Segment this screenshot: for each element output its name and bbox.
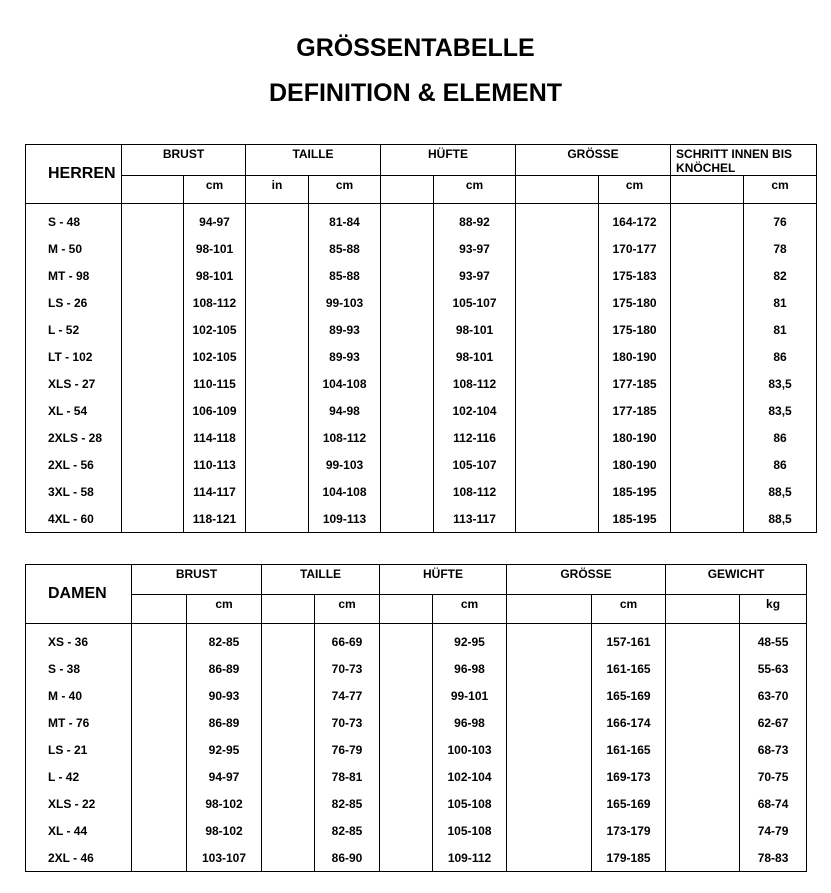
- empty-cell: [516, 397, 599, 424]
- empty-cell: [507, 790, 592, 817]
- herren-unit-cell: cm: [184, 176, 246, 204]
- empty-cell: [381, 424, 434, 451]
- schritt-value: 81: [744, 289, 817, 316]
- schritt-value: 86: [744, 424, 817, 451]
- taille-value: 104-108: [309, 370, 381, 397]
- schritt-value: 88,5: [744, 478, 817, 505]
- gewicht-value: 68-74: [740, 790, 807, 817]
- size-label: S - 48: [26, 208, 122, 235]
- brust-value: 94-97: [187, 763, 262, 790]
- empty-cell: [122, 478, 184, 505]
- huefte-value: 93-97: [434, 235, 516, 262]
- empty-cell: [666, 763, 740, 790]
- empty-cell: [122, 343, 184, 370]
- damen-unit-cell: cm: [315, 595, 380, 624]
- empty-cell: [671, 289, 744, 316]
- gewicht-value: 70-75: [740, 763, 807, 790]
- damen-col-taille: TAILLE: [262, 565, 380, 595]
- groesse-value: 169-173: [592, 763, 666, 790]
- empty-cell: [671, 397, 744, 424]
- empty-cell: [381, 316, 434, 343]
- size-label: XS - 36: [26, 628, 132, 655]
- brust-value: 94-97: [184, 208, 246, 235]
- empty-cell: [122, 262, 184, 289]
- empty-cell: [132, 736, 187, 763]
- table-row: [26, 262, 817, 289]
- schritt-value: 83,5: [744, 397, 817, 424]
- table-row: [26, 208, 817, 235]
- schritt-value: 86: [744, 451, 817, 478]
- empty-cell: [666, 736, 740, 763]
- empty-cell: [380, 763, 433, 790]
- taille-value: 74-77: [315, 682, 380, 709]
- herren-size-table: [25, 144, 817, 533]
- empty-cell: [666, 682, 740, 709]
- taille-value: 70-73: [315, 709, 380, 736]
- size-label: XLS - 27: [26, 370, 122, 397]
- table-row: [26, 628, 807, 655]
- empty-cell: [122, 397, 184, 424]
- taille-value: 86-90: [315, 844, 380, 872]
- empty-cell: [666, 709, 740, 736]
- empty-cell: [516, 235, 599, 262]
- taille-value: 99-103: [309, 451, 381, 478]
- size-label: 2XL - 56: [26, 451, 122, 478]
- damen-unit-cell: cm: [592, 595, 666, 624]
- empty-cell: [516, 262, 599, 289]
- groesse-value: 161-165: [592, 655, 666, 682]
- empty-cell: [262, 736, 315, 763]
- groesse-value: 173-179: [592, 817, 666, 844]
- size-label: XLS - 22: [26, 790, 132, 817]
- damen-size-table: [25, 564, 807, 872]
- size-label: LT - 102: [26, 343, 122, 370]
- empty-cell: [246, 424, 309, 451]
- empty-cell: [132, 709, 187, 736]
- size-label: M - 40: [26, 682, 132, 709]
- schritt-value: 76: [744, 208, 817, 235]
- huefte-value: 105-107: [434, 451, 516, 478]
- empty-cell: [122, 505, 184, 533]
- herren-unit-cell: cm: [599, 176, 671, 204]
- table-row: [26, 451, 817, 478]
- empty-cell: [381, 208, 434, 235]
- size-label: XL - 44: [26, 817, 132, 844]
- empty-cell: [380, 709, 433, 736]
- groesse-value: 175-180: [599, 289, 671, 316]
- empty-cell: [666, 844, 740, 872]
- damen-unit-cell: kg: [740, 595, 807, 624]
- size-label: 2XL - 46: [26, 844, 132, 872]
- groesse-value: 165-169: [592, 790, 666, 817]
- huefte-value: 100-103: [433, 736, 507, 763]
- damen-unit-cell: [507, 595, 592, 624]
- huefte-value: 102-104: [433, 763, 507, 790]
- empty-cell: [246, 289, 309, 316]
- empty-cell: [246, 478, 309, 505]
- empty-cell: [671, 451, 744, 478]
- taille-value: 70-73: [315, 655, 380, 682]
- damen-col-groesse: GRÖSSE: [507, 565, 666, 595]
- taille-value: 82-85: [315, 790, 380, 817]
- brust-value: 86-89: [187, 709, 262, 736]
- table-row: [26, 478, 817, 505]
- groesse-value: 177-185: [599, 370, 671, 397]
- table-row: [26, 235, 817, 262]
- size-label: S - 38: [26, 655, 132, 682]
- herren-unit-cell: cm: [434, 176, 516, 204]
- huefte-value: 88-92: [434, 208, 516, 235]
- groesse-value: 180-190: [599, 451, 671, 478]
- brust-value: 82-85: [187, 628, 262, 655]
- table-row: [26, 316, 817, 343]
- groesse-value: 157-161: [592, 628, 666, 655]
- size-label: L - 52: [26, 316, 122, 343]
- table-row: [26, 343, 817, 370]
- empty-cell: [381, 397, 434, 424]
- empty-cell: [262, 817, 315, 844]
- empty-cell: [381, 289, 434, 316]
- herren-col-huefte: HÜFTE: [381, 145, 516, 176]
- empty-cell: [246, 370, 309, 397]
- brust-value: 92-95: [187, 736, 262, 763]
- size-label: MT - 98: [26, 262, 122, 289]
- damen-unit-cell: [132, 595, 187, 624]
- empty-cell: [671, 424, 744, 451]
- schritt-value: 78: [744, 235, 817, 262]
- empty-cell: [246, 235, 309, 262]
- empty-cell: [507, 763, 592, 790]
- herren-col-schritt: SCHRITT INNEN BIS KNÖCHEL: [671, 145, 817, 176]
- empty-cell: [262, 763, 315, 790]
- herren-col-brust: BRUST: [122, 145, 246, 176]
- herren-unit-cell: [671, 176, 744, 204]
- schritt-value: 82: [744, 262, 817, 289]
- empty-cell: [380, 736, 433, 763]
- huefte-value: 105-108: [433, 790, 507, 817]
- schritt-value: 81: [744, 316, 817, 343]
- empty-cell: [246, 397, 309, 424]
- table-row: [26, 370, 817, 397]
- empty-cell: [122, 424, 184, 451]
- empty-cell: [262, 844, 315, 872]
- huefte-value: 98-101: [434, 343, 516, 370]
- damen-unit-cell: [666, 595, 740, 624]
- empty-cell: [122, 208, 184, 235]
- brust-value: 114-117: [184, 478, 246, 505]
- huefte-value: 99-101: [433, 682, 507, 709]
- brust-value: 98-102: [187, 790, 262, 817]
- brust-value: 90-93: [187, 682, 262, 709]
- empty-cell: [122, 316, 184, 343]
- taille-value: 89-93: [309, 316, 381, 343]
- empty-cell: [666, 817, 740, 844]
- taille-value: 76-79: [315, 736, 380, 763]
- table-row: [26, 289, 817, 316]
- taille-value: 85-88: [309, 235, 381, 262]
- brust-value: 106-109: [184, 397, 246, 424]
- brust-value: 98-102: [187, 817, 262, 844]
- gewicht-value: 68-73: [740, 736, 807, 763]
- empty-cell: [246, 343, 309, 370]
- empty-cell: [671, 478, 744, 505]
- schritt-value: 83,5: [744, 370, 817, 397]
- groesse-value: 175-180: [599, 316, 671, 343]
- groesse-value: 180-190: [599, 343, 671, 370]
- damen-unit-cell: [380, 595, 433, 624]
- empty-cell: [516, 505, 599, 533]
- huefte-value: 105-107: [434, 289, 516, 316]
- size-label: LS - 26: [26, 289, 122, 316]
- empty-cell: [516, 451, 599, 478]
- huefte-value: 108-112: [434, 478, 516, 505]
- empty-cell: [132, 655, 187, 682]
- table-row: [26, 844, 807, 872]
- herren-unit-cell: [122, 176, 184, 204]
- empty-cell: [380, 817, 433, 844]
- empty-cell: [666, 790, 740, 817]
- empty-cell: [262, 682, 315, 709]
- taille-value: 109-113: [309, 505, 381, 533]
- huefte-value: 102-104: [434, 397, 516, 424]
- taille-value: 89-93: [309, 343, 381, 370]
- groesse-value: 180-190: [599, 424, 671, 451]
- groesse-value: 185-195: [599, 478, 671, 505]
- empty-cell: [380, 790, 433, 817]
- table-row: [26, 709, 807, 736]
- size-label: LS - 21: [26, 736, 132, 763]
- empty-cell: [380, 844, 433, 872]
- empty-cell: [381, 451, 434, 478]
- empty-cell: [507, 682, 592, 709]
- empty-cell: [671, 235, 744, 262]
- huefte-value: 93-97: [434, 262, 516, 289]
- empty-cell: [380, 682, 433, 709]
- huefte-value: 96-98: [433, 655, 507, 682]
- huefte-value: 96-98: [433, 709, 507, 736]
- herren-col-groesse: GRÖSSE: [516, 145, 671, 176]
- empty-cell: [381, 505, 434, 533]
- huefte-value: 92-95: [433, 628, 507, 655]
- empty-cell: [246, 505, 309, 533]
- table-row: [26, 424, 817, 451]
- brust-value: 102-105: [184, 316, 246, 343]
- empty-cell: [380, 655, 433, 682]
- brust-value: 114-118: [184, 424, 246, 451]
- gewicht-value: 48-55: [740, 628, 807, 655]
- empty-cell: [671, 370, 744, 397]
- damen-col-huefte: HÜFTE: [380, 565, 507, 595]
- empty-cell: [262, 790, 315, 817]
- page-title: GRÖSSENTABELLE: [296, 34, 535, 62]
- groesse-value: 175-183: [599, 262, 671, 289]
- huefte-value: 113-117: [434, 505, 516, 533]
- table-row: [26, 505, 817, 533]
- size-label: MT - 76: [26, 709, 132, 736]
- herren-unit-cell: in: [246, 176, 309, 204]
- empty-cell: [671, 343, 744, 370]
- taille-value: 94-98: [309, 397, 381, 424]
- empty-cell: [507, 655, 592, 682]
- empty-cell: [507, 844, 592, 872]
- gewicht-value: 55-63: [740, 655, 807, 682]
- empty-cell: [671, 262, 744, 289]
- size-label: M - 50: [26, 235, 122, 262]
- taille-value: 81-84: [309, 208, 381, 235]
- empty-cell: [380, 628, 433, 655]
- empty-cell: [381, 370, 434, 397]
- empty-cell: [246, 451, 309, 478]
- gewicht-value: 63-70: [740, 682, 807, 709]
- huefte-value: 98-101: [434, 316, 516, 343]
- empty-cell: [262, 655, 315, 682]
- herren-unit-cell: cm: [744, 176, 817, 204]
- empty-cell: [246, 316, 309, 343]
- gewicht-value: 74-79: [740, 817, 807, 844]
- empty-cell: [381, 235, 434, 262]
- brust-value: 98-101: [184, 235, 246, 262]
- damen-unit-cell: [262, 595, 315, 624]
- herren-unit-cell: cm: [309, 176, 381, 204]
- brust-value: 108-112: [184, 289, 246, 316]
- empty-cell: [132, 763, 187, 790]
- empty-cell: [666, 655, 740, 682]
- empty-cell: [122, 235, 184, 262]
- table-row: [26, 790, 807, 817]
- groesse-value: 164-172: [599, 208, 671, 235]
- empty-cell: [671, 316, 744, 343]
- table-row: [26, 397, 817, 424]
- herren-label: HERREN: [26, 145, 122, 204]
- size-label: 4XL - 60: [26, 505, 122, 533]
- empty-cell: [516, 478, 599, 505]
- empty-cell: [246, 262, 309, 289]
- schritt-value: 88,5: [744, 505, 817, 533]
- empty-cell: [132, 817, 187, 844]
- empty-cell: [516, 424, 599, 451]
- empty-cell: [381, 343, 434, 370]
- huefte-value: 112-116: [434, 424, 516, 451]
- damen-unit-cell: cm: [187, 595, 262, 624]
- groesse-value: 165-169: [592, 682, 666, 709]
- huefte-value: 108-112: [434, 370, 516, 397]
- empty-cell: [516, 208, 599, 235]
- empty-cell: [507, 817, 592, 844]
- gewicht-value: 62-67: [740, 709, 807, 736]
- table-row: [26, 736, 807, 763]
- taille-value: 85-88: [309, 262, 381, 289]
- empty-cell: [671, 505, 744, 533]
- taille-value: 78-81: [315, 763, 380, 790]
- groesse-value: 166-174: [592, 709, 666, 736]
- herren-col-taille: TAILLE: [246, 145, 381, 176]
- size-label: XL - 54: [26, 397, 122, 424]
- groesse-value: 179-185: [592, 844, 666, 872]
- empty-cell: [132, 628, 187, 655]
- empty-cell: [122, 289, 184, 316]
- schritt-value: 86: [744, 343, 817, 370]
- empty-cell: [516, 316, 599, 343]
- size-label: 2XLS - 28: [26, 424, 122, 451]
- groesse-value: 170-177: [599, 235, 671, 262]
- empty-cell: [516, 370, 599, 397]
- empty-cell: [122, 451, 184, 478]
- empty-cell: [507, 628, 592, 655]
- taille-value: 99-103: [309, 289, 381, 316]
- empty-cell: [132, 682, 187, 709]
- groesse-value: 161-165: [592, 736, 666, 763]
- taille-value: 104-108: [309, 478, 381, 505]
- huefte-value: 109-112: [433, 844, 507, 872]
- brust-value: 110-113: [184, 451, 246, 478]
- brust-value: 110-115: [184, 370, 246, 397]
- taille-value: 108-112: [309, 424, 381, 451]
- brust-value: 103-107: [187, 844, 262, 872]
- empty-cell: [122, 370, 184, 397]
- empty-cell: [671, 208, 744, 235]
- gewicht-value: 78-83: [740, 844, 807, 872]
- empty-cell: [381, 478, 434, 505]
- empty-cell: [262, 709, 315, 736]
- empty-cell: [246, 208, 309, 235]
- empty-cell: [507, 736, 592, 763]
- table-row: [26, 655, 807, 682]
- groesse-value: 177-185: [599, 397, 671, 424]
- table-row: [26, 817, 807, 844]
- herren-unit-cell: [381, 176, 434, 204]
- groesse-value: 185-195: [599, 505, 671, 533]
- brust-value: 102-105: [184, 343, 246, 370]
- damen-col-brust: BRUST: [132, 565, 262, 595]
- taille-value: 82-85: [315, 817, 380, 844]
- brust-value: 118-121: [184, 505, 246, 533]
- page-subtitle: DEFINITION & ELEMENT: [268, 79, 563, 107]
- empty-cell: [507, 709, 592, 736]
- empty-cell: [132, 844, 187, 872]
- empty-cell: [516, 289, 599, 316]
- empty-cell: [132, 790, 187, 817]
- empty-cell: [381, 262, 434, 289]
- damen-col-gewicht: GEWICHT: [666, 565, 807, 595]
- table-row: [26, 763, 807, 790]
- empty-cell: [262, 628, 315, 655]
- damen-label: DAMEN: [26, 565, 132, 624]
- herren-unit-cell: [516, 176, 599, 204]
- brust-value: 86-89: [187, 655, 262, 682]
- empty-cell: [516, 343, 599, 370]
- damen-unit-cell: cm: [433, 595, 507, 624]
- size-label: 3XL - 58: [26, 478, 122, 505]
- brust-value: 98-101: [184, 262, 246, 289]
- empty-cell: [666, 628, 740, 655]
- taille-value: 66-69: [315, 628, 380, 655]
- huefte-value: 105-108: [433, 817, 507, 844]
- table-row: [26, 682, 807, 709]
- size-label: L - 42: [26, 763, 132, 790]
